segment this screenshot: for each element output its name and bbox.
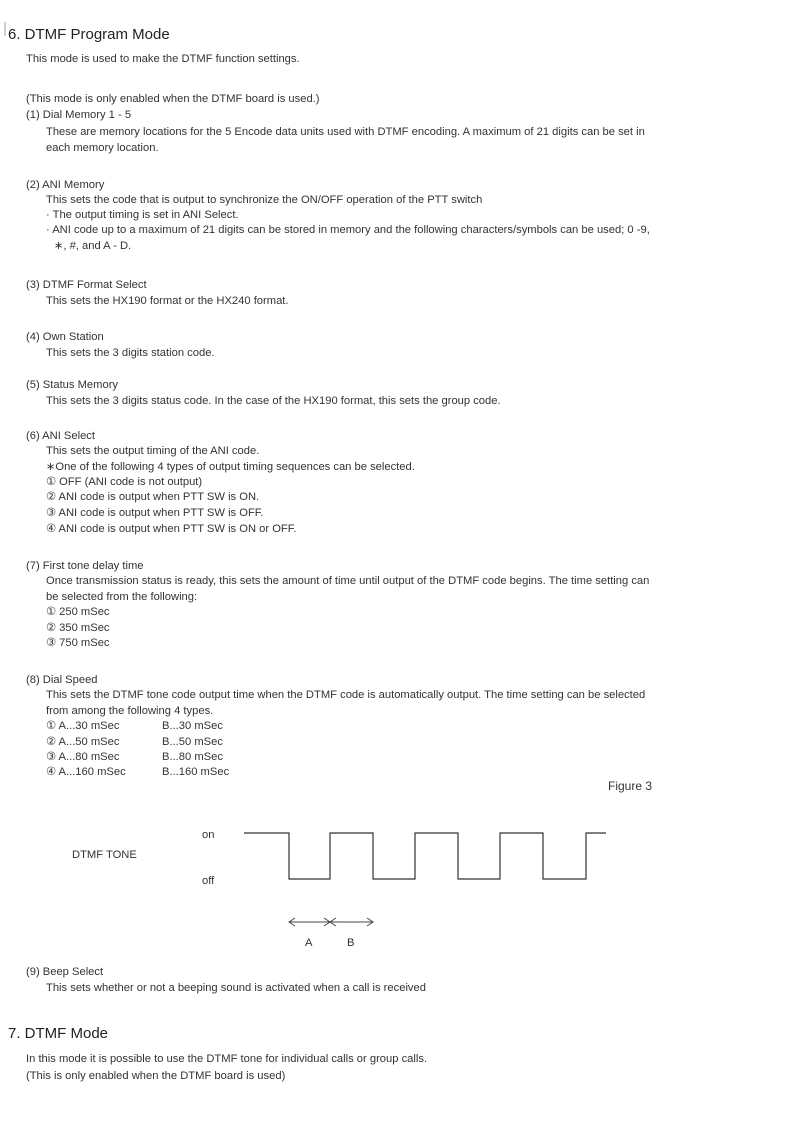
- timing-arrow-a: [289, 918, 330, 926]
- ani-select-heading: (6) ANI Select: [26, 430, 96, 442]
- section-7-desc-1: In this mode it is possible to use the DTMF tone for individual calls or group calls.: [26, 1053, 428, 1065]
- ani-select-desc-2: ∗One of the following 4 types of output timing sequences can be selected.: [46, 461, 415, 473]
- dial-speed-row-a: ③ A...80 mSec: [46, 751, 120, 763]
- dial-speed-row-a: ④ A...160 mSec: [46, 766, 126, 778]
- dial-speed-row-b: B...160 mSec: [162, 766, 230, 778]
- first-tone-delay-desc-1: Once transmission status is ready, this sets the amount of time until output of the DTMF code begins. The time setting can: [46, 575, 650, 587]
- ani-memory-desc-4: ∗, #, and A - D.: [54, 240, 132, 252]
- own-station-desc: This sets the 3 digits station code.: [46, 347, 215, 359]
- dtmf-format-desc: This sets the HX190 format or the HX240 format.: [46, 295, 289, 307]
- beep-select-desc: This sets whether or not a beeping sound is activated when a call is received: [46, 982, 426, 994]
- status-memory-heading: (5) Status Memory: [26, 379, 119, 391]
- ani-select-option-2: ② ANI code is output when PTT SW is ON.: [46, 491, 260, 503]
- section-7-desc-2: (This is only enabled when the DTMF board is used): [26, 1070, 286, 1082]
- interval-b-label: B: [347, 937, 355, 949]
- dial-speed-row-b: B...50 mSec: [162, 736, 223, 748]
- dial-memory-heading: (1) Dial Memory 1 - 5: [26, 109, 132, 121]
- ani-memory-desc-3: · ANI code up to a maximum of 21 digits can be stored in memory and the following characters/symbols can be used; 0 -9,: [46, 224, 650, 236]
- own-station-heading: (4) Own Station: [26, 331, 104, 343]
- ani-select-option-3: ③ ANI code is output when PTT SW is OFF.: [46, 507, 264, 519]
- beep-select-heading: (9) Beep Select: [26, 966, 104, 978]
- signal-label: DTMF TONE: [72, 849, 137, 861]
- dial-speed-row-b: B...30 mSec: [162, 720, 223, 732]
- dial-speed-row-a: ② A...50 mSec: [46, 736, 120, 748]
- section-6-note: (This mode is only enabled when the DTMF board is used.): [26, 93, 320, 105]
- first-tone-delay-option-2: ② 350 mSec: [46, 622, 110, 634]
- figure-caption: Figure 3: [608, 779, 653, 793]
- dial-memory-desc-2: each memory location.: [46, 142, 159, 154]
- interval-a-label: A: [305, 937, 313, 949]
- first-tone-delay-option-3: ③ 750 mSec: [46, 637, 110, 649]
- first-tone-delay-heading: (7) First tone delay time: [26, 560, 144, 572]
- timing-arrow-b: [330, 918, 373, 926]
- dial-memory-desc-1: These are memory locations for the 5 Encode data units used with DTMF encoding. A maximum of 21 digits can be set in: [46, 126, 645, 138]
- first-tone-delay-desc-2: be selected from the following:: [46, 591, 198, 603]
- off-level-label: off: [202, 875, 215, 887]
- ani-memory-desc-1: This sets the code that is output to synchronize the ON/OFF operation of the PTT switch: [46, 194, 483, 206]
- ani-memory-heading: (2) ANI Memory: [26, 179, 105, 191]
- dtmf-tone-waveform: [244, 833, 606, 879]
- dial-speed-heading: (8) Dial Speed: [26, 674, 98, 686]
- section-7-title: 7. DTMF Mode: [8, 1025, 109, 1042]
- section-6-intro: This mode is used to make the DTMF function settings.: [26, 53, 300, 65]
- first-tone-delay-option-1: ① 250 mSec: [46, 606, 110, 618]
- ani-select-desc-1: This sets the output timing of the ANI code.: [46, 445, 260, 457]
- dial-speed-desc-1: This sets the DTMF tone code output time when the DTMF code is automatically output. The time setting can be selected: [46, 689, 646, 701]
- status-memory-desc: This sets the 3 digits status code. In the case of the HX190 format, this sets the group code.: [46, 395, 501, 407]
- dial-speed-row-a: ① A...30 mSec: [46, 720, 120, 732]
- ani-select-option-4: ④ ANI code is output when PTT SW is ON or OFF.: [46, 523, 297, 535]
- dial-speed-row-b: B...80 mSec: [162, 751, 223, 763]
- ani-memory-desc-2: · The output timing is set in ANI Select.: [46, 209, 239, 221]
- dtmf-format-heading: (3) DTMF Format Select: [26, 279, 147, 291]
- on-level-label: on: [202, 829, 215, 841]
- section-6-title: 6. DTMF Program Mode: [8, 26, 170, 43]
- ani-select-option-1: ① OFF (ANI code is not output): [46, 476, 203, 488]
- dial-speed-desc-2: from among the following 4 types.: [46, 705, 214, 717]
